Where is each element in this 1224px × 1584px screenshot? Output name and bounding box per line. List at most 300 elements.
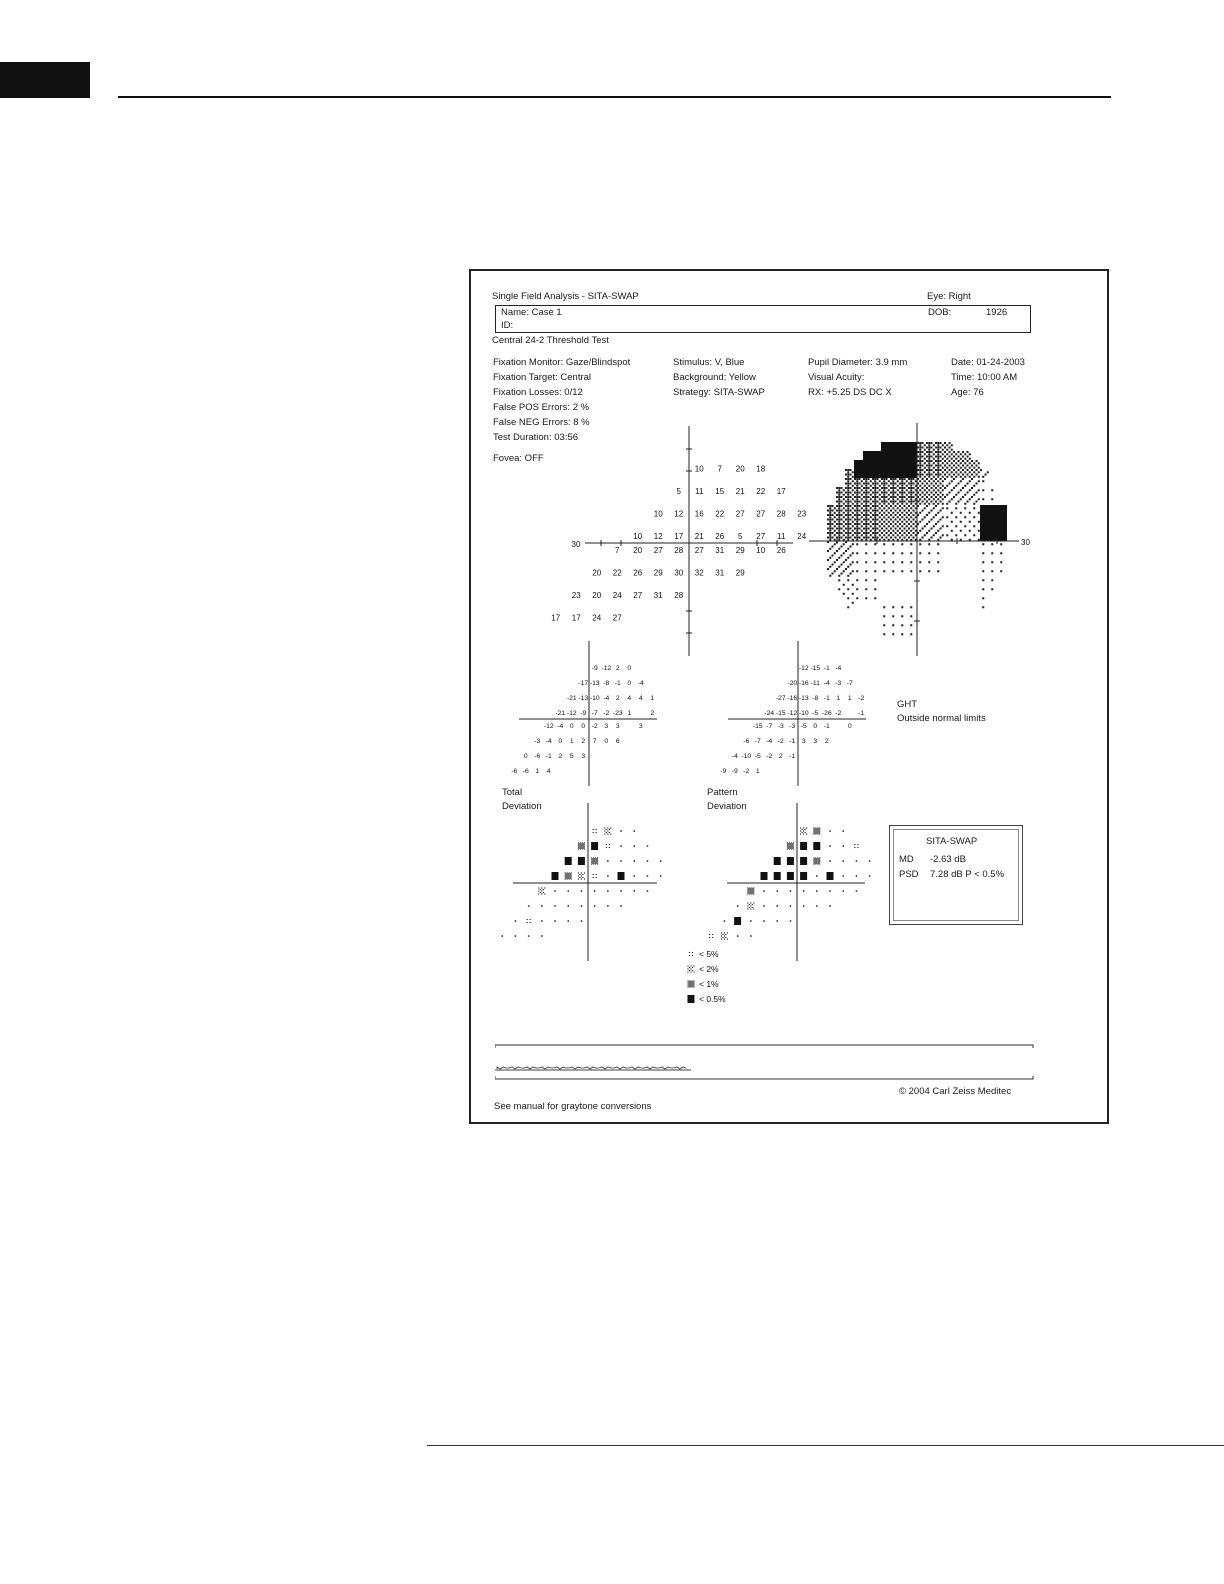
eye-label: Eye: Right (927, 291, 971, 302)
graytone-dot (854, 483, 856, 485)
graytone-dot (910, 552, 912, 554)
graytone-dot (843, 521, 845, 523)
graytone-dot (906, 503, 908, 505)
graytone-dot (991, 498, 993, 500)
graytone-dot (843, 530, 845, 532)
symbol-dot (813, 829, 814, 830)
legend-label: < 0.5% (699, 994, 726, 1004)
graytone-cell (980, 514, 989, 523)
value-label: 1 (650, 695, 655, 702)
graytone-dot (868, 478, 870, 480)
graytone-dot (919, 480, 921, 482)
graytone-dot (841, 487, 843, 489)
graytone-dot (915, 534, 917, 536)
graytone-dot (877, 519, 879, 521)
graytone-dot (922, 460, 924, 462)
graytone-dot (926, 451, 928, 453)
total-deviation-plot (511, 641, 657, 786)
graytone-dot (928, 539, 930, 541)
graytone-dot (829, 532, 831, 534)
graytone-dot (969, 539, 971, 541)
value-label: -16 (787, 695, 798, 702)
symbol-dot (596, 829, 597, 830)
symbol-dot (606, 847, 607, 848)
graytone-dot (933, 444, 935, 446)
value-label: 26 (776, 546, 786, 555)
graytone-dot (886, 523, 888, 525)
graytone-dot (874, 498, 876, 500)
info-line: Fixation Losses: 0/12 (493, 387, 583, 398)
symbol-dot (816, 860, 817, 861)
graytone-dot (937, 512, 939, 514)
symbol-dot (580, 842, 581, 843)
graytone-dot (933, 480, 935, 482)
symbol-dot (689, 952, 690, 953)
graytone-dot (847, 534, 849, 536)
graytone-dot (841, 528, 843, 530)
dob-value: 1926 (986, 307, 1008, 318)
graytone-dot (910, 521, 912, 523)
legend-label: < 5% (699, 949, 719, 959)
graytone-dot (919, 498, 921, 500)
copyright: © 2004 Carl Zeiss Meditec (899, 1086, 1012, 1097)
graytone-dot (863, 478, 865, 480)
graytone-dot (883, 492, 885, 494)
total-deviation-label-1: Total (502, 787, 523, 798)
graytone-dot (834, 512, 836, 514)
graytone-dot (976, 474, 978, 476)
prob-symbol-d (591, 842, 598, 850)
symbol-dot (568, 875, 569, 876)
value-label: -4 (766, 737, 773, 745)
graytone-dot (982, 552, 984, 554)
graytone-dot (874, 561, 876, 563)
graytone-dot (919, 456, 921, 458)
graytone-dot (854, 478, 856, 480)
graytone-dot (852, 494, 854, 496)
graytone-dot (841, 573, 843, 575)
graytone-dot (967, 483, 969, 485)
graytone-dot (829, 548, 831, 550)
graytone-dot (843, 507, 845, 509)
graytone-dot (870, 489, 872, 491)
graytone-dot (913, 496, 915, 498)
graytone-dot (872, 496, 874, 498)
graytone-dot (852, 503, 854, 505)
graytone-dot (915, 485, 917, 487)
graytone-dot (958, 492, 960, 494)
symbol-dot (582, 848, 583, 849)
graytone-dot (847, 496, 849, 498)
graytone-dot (967, 492, 969, 494)
prob-symbol-c (578, 842, 585, 849)
graytone-dot (856, 519, 858, 521)
symbol-dot (579, 877, 580, 878)
graytone-dot (883, 498, 885, 500)
graytone-dot (951, 480, 953, 482)
graytone-dot (852, 543, 854, 545)
graytone-dot (919, 442, 921, 444)
graytone-dot (874, 492, 876, 494)
graytone-dot (827, 510, 829, 512)
graytone-dot (879, 512, 881, 514)
graytone-dot (892, 606, 894, 608)
graytone-dot (847, 480, 849, 482)
graytone-dot (919, 444, 921, 446)
graytone-dot (949, 483, 951, 485)
value-label: -1 (823, 695, 830, 702)
graytone-dot (865, 492, 867, 494)
graytone-dot (910, 512, 912, 514)
graytone-dot (877, 483, 879, 485)
graytone-dot (859, 528, 861, 530)
graytone-dot (883, 478, 885, 480)
graytone-dot (924, 480, 926, 482)
graytone-dot (962, 478, 964, 480)
pattern-deviation-probability-plot (709, 803, 870, 961)
graytone-dot (899, 496, 901, 498)
graytone-dot (827, 568, 829, 570)
graytone-dot (901, 498, 903, 500)
graytone-dot (928, 530, 930, 532)
value-label: -9 (731, 767, 738, 775)
value-label: -9 (720, 767, 727, 775)
value-label: -12 (787, 710, 798, 717)
value-label: -11 (810, 680, 820, 687)
graytone-dot (942, 489, 944, 491)
graytone-dot (964, 458, 966, 460)
graytone-dot (861, 480, 863, 482)
value-label: 27 (653, 546, 663, 555)
graytone-dot (845, 514, 847, 516)
graytone-dot (919, 467, 921, 469)
graytone-dot (928, 494, 930, 496)
symbol-dot (753, 887, 754, 888)
symbol-dot (604, 830, 605, 831)
info-line: Fixation Target: Central (493, 372, 592, 383)
symbol-dot (544, 887, 545, 888)
value-label: 30 (674, 568, 684, 578)
prob-symbol-. (647, 845, 649, 847)
prob-symbol-c (813, 827, 820, 834)
graytone-dot (991, 489, 993, 491)
symbol-dot (748, 892, 749, 893)
graytone-dot (937, 449, 939, 451)
graytone-dot (883, 543, 885, 545)
symbol-dot (747, 905, 748, 906)
symbol-dot (691, 984, 692, 985)
prob-symbol-b (604, 827, 611, 834)
graytone-dot (913, 528, 915, 530)
graytone-dot (937, 442, 939, 444)
symbol-dot (792, 843, 793, 844)
symbol-dot (606, 844, 607, 845)
graytone-dot (886, 487, 888, 489)
prob-symbol-. (607, 860, 609, 862)
graytone-dot (951, 471, 953, 473)
graytone-dot (928, 570, 930, 572)
graytone-dot (908, 478, 910, 480)
graytone-dot (892, 521, 894, 523)
graytone-dot (845, 501, 847, 503)
symbol-dot (803, 830, 804, 831)
value-label: 17 (674, 532, 684, 541)
prob-symbol-. (856, 890, 858, 892)
graytone-dot (872, 519, 874, 521)
graytone-dot (944, 487, 946, 489)
graytone-dot (856, 494, 858, 496)
graytone-dot (874, 519, 876, 521)
graytone-dot (845, 492, 847, 494)
graytone-dot (838, 566, 840, 568)
value-label: 2 (615, 665, 620, 672)
graytone-dot (847, 471, 849, 473)
graytone-dot (881, 478, 883, 480)
graytone-dot (964, 462, 966, 464)
value-label: 17 (776, 487, 786, 496)
graytone-dot (901, 492, 903, 494)
graytone-dot (888, 525, 890, 527)
graytone-dot (834, 539, 836, 541)
graytone-dot (865, 523, 867, 525)
graytone-dot (836, 528, 838, 530)
graytone-dot (836, 505, 838, 507)
graytone-dot (924, 471, 926, 473)
graytone-dot (877, 505, 879, 507)
graytone-dot (834, 530, 836, 532)
symbol-dot (597, 863, 598, 864)
graytone-dot (1000, 552, 1002, 554)
graytone-dot (838, 534, 840, 536)
graytone-dot (910, 478, 912, 480)
prob-symbol-d (813, 842, 820, 850)
graytone-dot (919, 469, 921, 471)
graytone-dot (982, 606, 984, 608)
graytone-dot (847, 514, 849, 516)
graytone-dot (836, 501, 838, 503)
graytone-dot (870, 534, 872, 536)
graytone-dot (886, 505, 888, 507)
graytone-dot (901, 530, 903, 532)
graytone-dot (922, 442, 924, 444)
symbol-dot (750, 908, 751, 909)
prob-symbol-d (618, 872, 625, 880)
graytone-dot (852, 561, 854, 563)
value-label: 32 (694, 568, 704, 578)
graytone-dot (901, 483, 903, 485)
graytone-dot (960, 530, 962, 532)
graytone-dot (924, 476, 926, 478)
graytone-map (809, 423, 1030, 656)
graytone-dot (870, 512, 872, 514)
symbol-dot (793, 846, 794, 847)
graytone-dot (856, 514, 858, 516)
value-label: -21 (555, 710, 566, 717)
graytone-dot (861, 498, 863, 500)
graytone-dot (854, 514, 856, 516)
graytone-dot (874, 521, 876, 523)
graytone-dot (838, 532, 840, 534)
prob-symbol-. (869, 860, 871, 862)
graytone-dot (886, 537, 888, 539)
graytone-dot (874, 505, 876, 507)
value-label: -9 (580, 710, 587, 717)
graytone-dot (931, 519, 933, 521)
graytone-dot (838, 496, 840, 498)
graytone-dot (838, 548, 840, 550)
graytone-dot (888, 507, 890, 509)
prob-symbol-a (709, 934, 713, 938)
graytone-dot (852, 584, 854, 586)
graytone-dot (879, 525, 881, 527)
graytone-dot (976, 483, 978, 485)
graytone-dot (933, 516, 935, 518)
report-title: Single Field Analysis - SITA-SWAP (492, 291, 639, 302)
ght-value: Outside normal limits (897, 713, 986, 724)
graytone-dot (865, 512, 867, 514)
graytone-dot (838, 494, 840, 496)
symbol-dot (687, 984, 688, 985)
graytone-dot (919, 543, 921, 545)
graytone-dot (872, 537, 874, 539)
value-label: -13 (798, 695, 809, 702)
graytone-dot (931, 496, 933, 498)
graytone-dot (910, 489, 912, 491)
graytone-dot (852, 552, 854, 554)
symbol-dot (751, 891, 752, 892)
value-label: -1 (823, 722, 830, 730)
graytone-dot (1000, 561, 1002, 563)
prob-symbol-. (528, 905, 530, 907)
graytone-dot (883, 516, 885, 518)
graytone-dot (906, 494, 908, 496)
graytone-dot (958, 465, 960, 467)
graytone-dot (863, 514, 865, 516)
graytone-dot (874, 514, 876, 516)
graytone-dot (829, 530, 831, 532)
prob-symbol-. (843, 875, 845, 877)
value-label: -2 (603, 710, 610, 717)
graytone-dot (865, 480, 867, 482)
graytone-dot (859, 483, 861, 485)
graytone-dot (895, 528, 897, 530)
graytone-dot (870, 503, 872, 505)
graytone-dot (913, 537, 915, 539)
graytone-dot (829, 523, 831, 525)
symbol-dot (591, 863, 592, 864)
graytone-dot (892, 503, 894, 505)
graytone-dot (852, 534, 854, 536)
graytone-dot (928, 447, 930, 449)
graytone-dot (883, 485, 885, 487)
value-label: -6 (511, 767, 518, 775)
graytone-dot (847, 492, 849, 494)
graytone-dot (924, 453, 926, 455)
graytone-cell (890, 442, 899, 451)
graytone-dot (852, 507, 854, 509)
graytone-dot (832, 510, 834, 512)
prob-symbol-. (647, 875, 649, 877)
graytone-dot (838, 528, 840, 530)
graytone-dot (901, 615, 903, 617)
graytone-dot (865, 528, 867, 530)
graytone-dot (982, 588, 984, 590)
graytone-dot (832, 555, 834, 557)
graytone-dot (854, 496, 856, 498)
graytone-dot (847, 525, 849, 527)
graytone-dot (901, 480, 903, 482)
md-value: -2.63 dB (930, 854, 966, 865)
value-label: 24 (592, 613, 602, 623)
graytone-dot (904, 519, 906, 521)
graytone-dot (861, 516, 863, 518)
prob-symbol-. (541, 905, 543, 907)
graytone-dot (964, 516, 966, 518)
graytone-dot (872, 532, 874, 534)
graytone-dot (935, 492, 937, 494)
graytone-dot (910, 503, 912, 505)
symbol-dot (578, 872, 579, 873)
graytone-dot (890, 501, 892, 503)
symbol-dot (527, 922, 528, 923)
graytone-dot (892, 570, 894, 572)
symbol-dot (792, 845, 793, 846)
graytone-dot (910, 570, 912, 572)
symbol-dot (819, 859, 820, 860)
graytone-dot (874, 539, 876, 541)
graytone-dot (836, 568, 838, 570)
graytone-dot (841, 537, 843, 539)
graytone-dot (946, 453, 948, 455)
graytone-dot (852, 521, 854, 523)
prob-symbol-. (790, 905, 792, 907)
symbol-dot (578, 844, 579, 845)
symbol-dot (816, 830, 817, 831)
graytone-dot (847, 483, 849, 485)
graytone-dot (865, 487, 867, 489)
graytone-dot (856, 478, 858, 480)
graytone-dot (976, 469, 978, 471)
graytone-dot (881, 496, 883, 498)
graytone-dot (838, 539, 840, 541)
graytone-dot (897, 516, 899, 518)
symbol-dot (791, 848, 792, 849)
symbol-dot (709, 937, 710, 938)
symbol-dot (692, 952, 693, 953)
symbol-dot (749, 904, 750, 905)
prob-symbol-. (634, 890, 636, 892)
graytone-dot (870, 494, 872, 496)
graytone-dot (976, 465, 978, 467)
graytone-dot (859, 537, 861, 539)
symbol-dot (753, 893, 754, 894)
graytone-dot (940, 519, 942, 521)
graytone-dot (944, 451, 946, 453)
graytone-dot (951, 462, 953, 464)
prob-symbol-. (660, 875, 662, 877)
symbol-dot (593, 877, 594, 878)
symbol-dot (819, 827, 820, 828)
graytone-dot (971, 469, 973, 471)
graytone-dot (960, 458, 962, 460)
graytone-dot (841, 496, 843, 498)
value-label: -4 (637, 680, 644, 687)
prob-symbol-. (541, 920, 543, 922)
graytone-dot (955, 467, 957, 469)
symbol-dot (689, 955, 690, 956)
symbol-dot (793, 842, 794, 843)
graytone-dot (888, 485, 890, 487)
